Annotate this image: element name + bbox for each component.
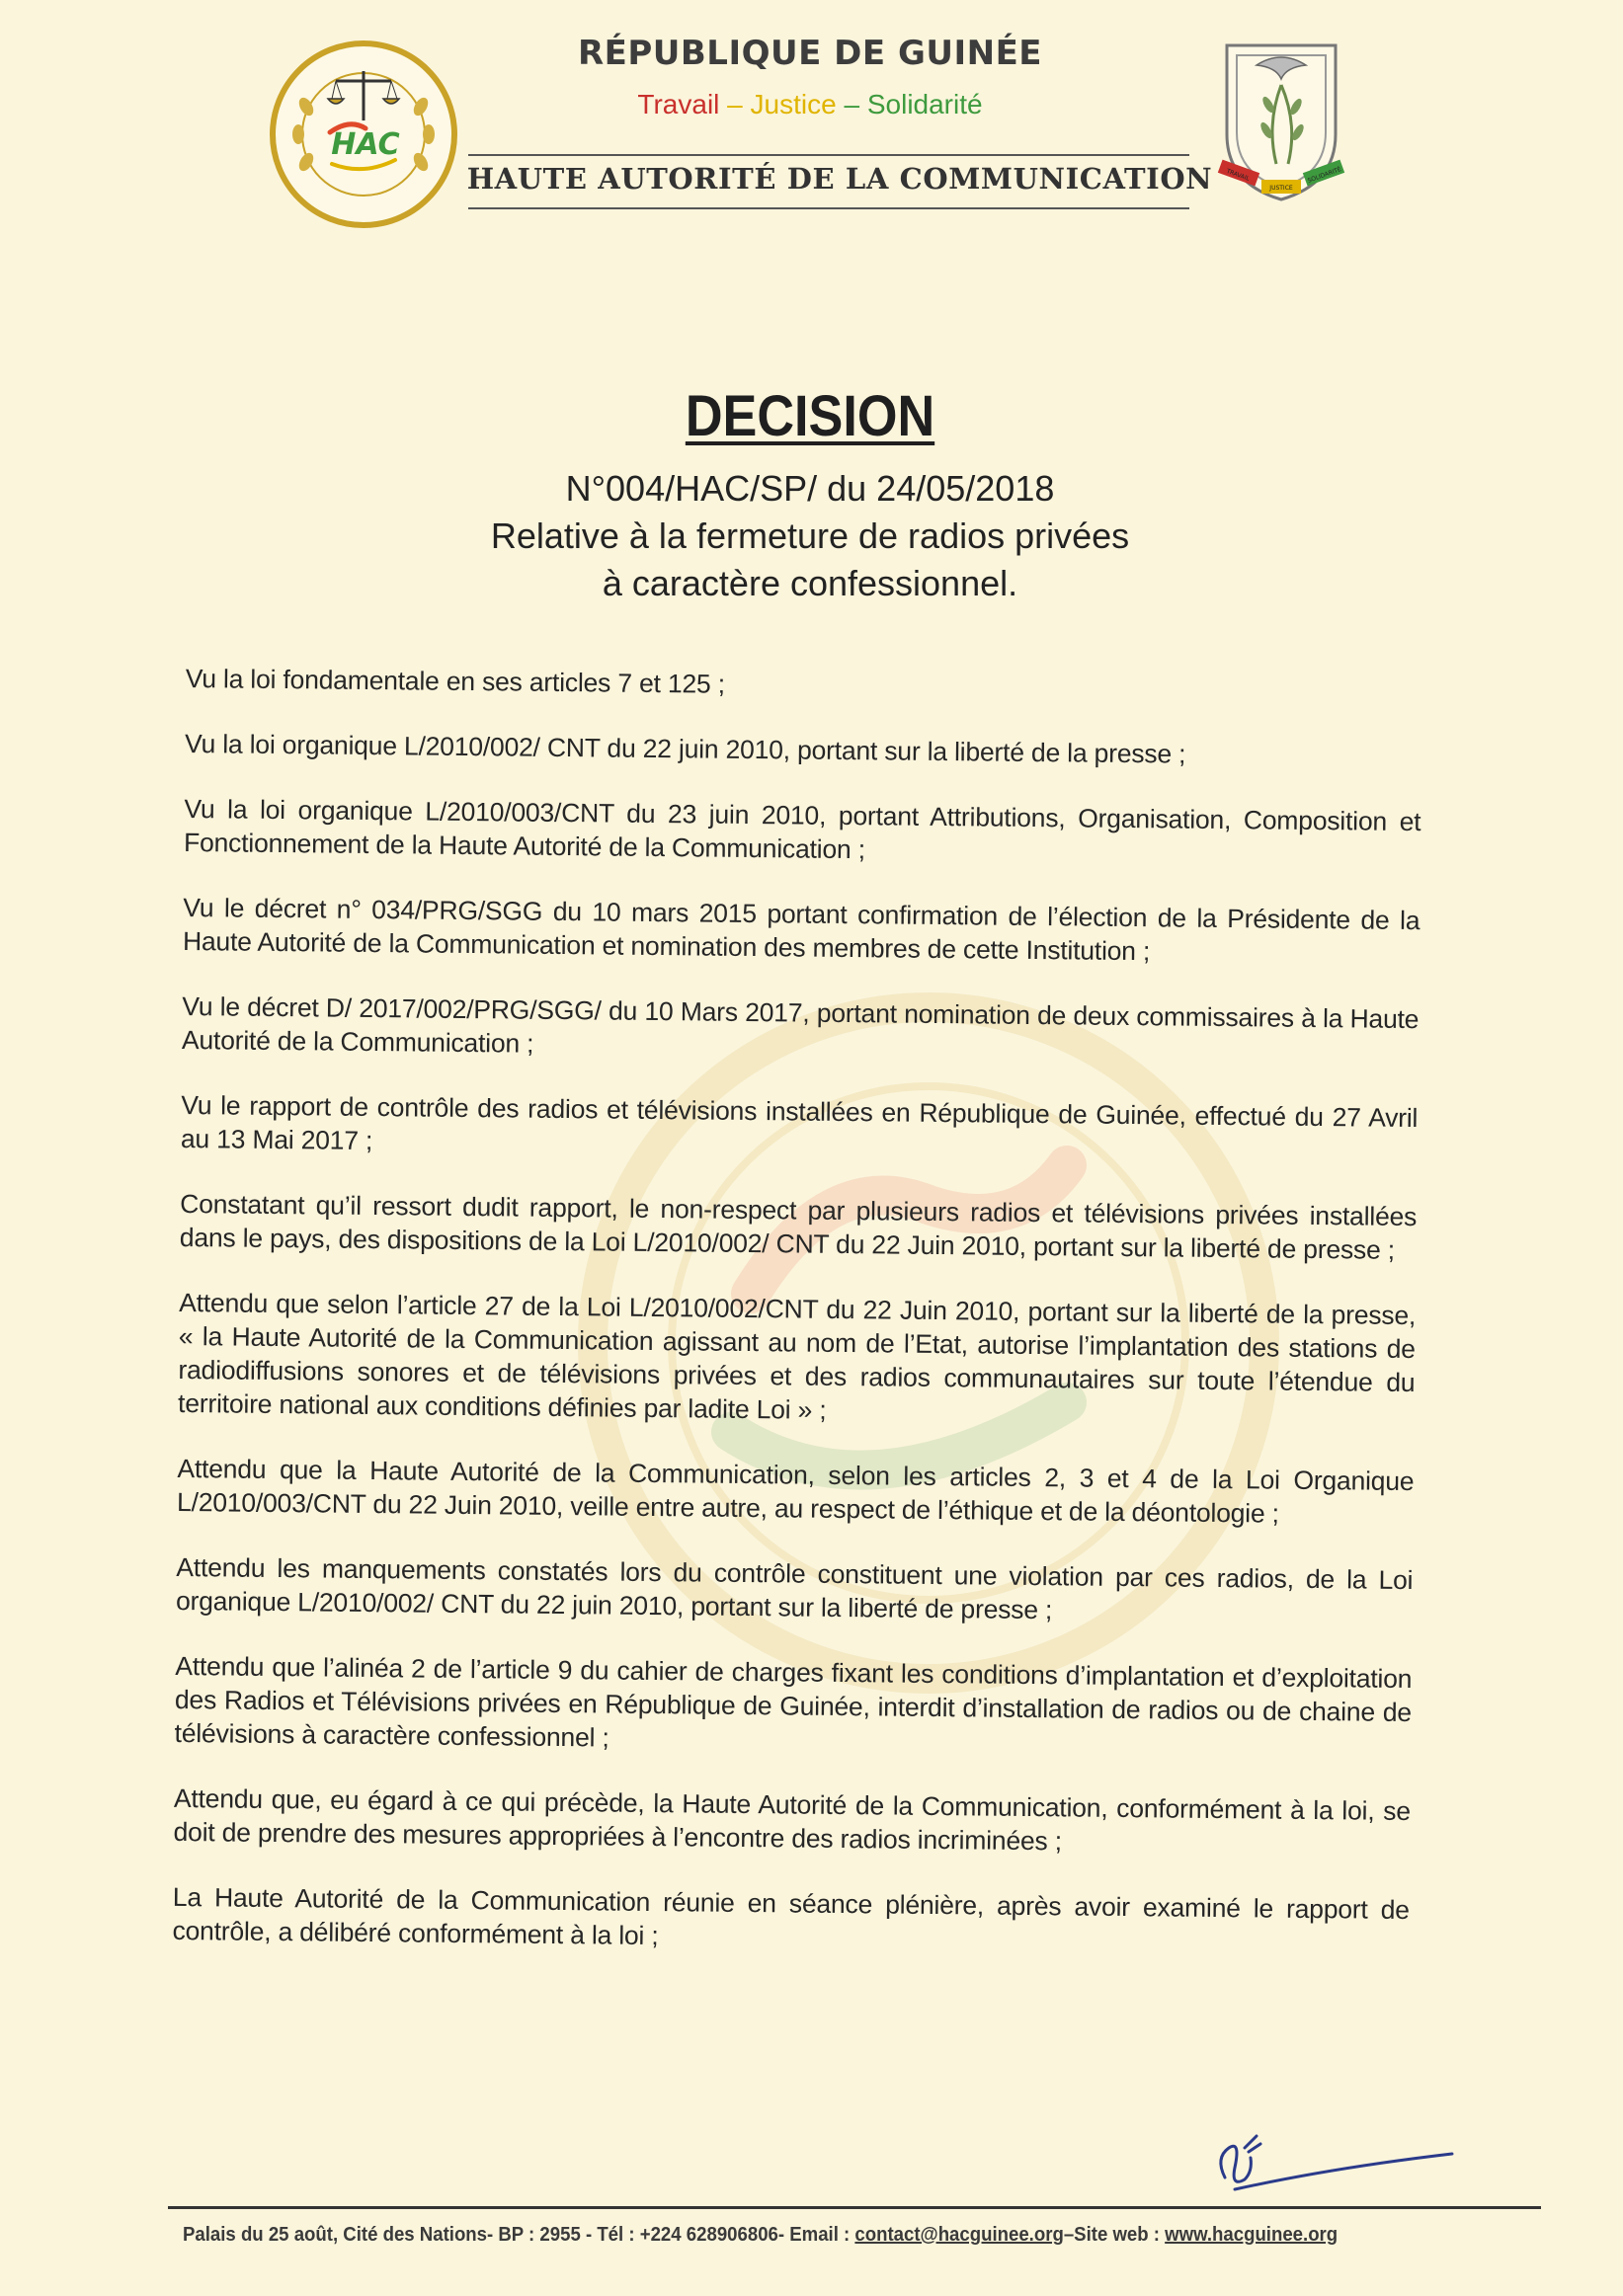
motto-separator: – xyxy=(836,89,867,119)
header-rule-top xyxy=(468,154,1189,156)
handwritten-initials-icon xyxy=(1205,2118,1462,2207)
paragraph-recital: Attendu que la Haute Autorité de la Communication, selon les articles 2, 3 et 4 de la Loi Organique L/2010/003/CNT du 22 Juin 2010, veille entre autre, au respect de l’éthique et de la déontologie ; xyxy=(176,1453,1415,1529)
hac-emblem-icon xyxy=(267,38,460,231)
footer-rule xyxy=(168,2206,1541,2209)
paragraph-recital: Vu le décret n° 034/PRG/SGG du 10 mars 2015 portant confirmation de l’élection de la Présidente de la Haute Autorité de la Communication et nomination des membres de cette Institution ; xyxy=(182,892,1420,967)
paragraph-recital: Constatant qu’il ressort dudit rapport, le non-respect par plusieurs radios et télévisions privées installées dans le pays, des dispositions de la Loi L/2010/002/ CNT du 22 Juin 2010, portant sur la liberté de presse ; xyxy=(179,1188,1418,1265)
paragraph-recital: Attendu que selon l’article 27 de la Loi L/2010/002/CNT du 22 Juin 2010, portant sur la liberté de la presse, « la Haute Autorité de la Communication agissant au nom de l’Etat, autorise l’implantation des stations de radiodiffusions sonores et de télévisions privées et des radios communautaires sur toute l’étendue du territoire national aux conditions définies par ladite Loi » ; xyxy=(177,1287,1417,1425)
svg-text:HAC: HAC xyxy=(331,127,400,162)
paragraph-recital: Vu la loi organique L/2010/002/ CNT du 22 juin 2010, portant sur la liberté de la presse ; xyxy=(184,728,1186,769)
arms-ribbon-justice: JUSTICE xyxy=(1269,185,1293,192)
arms-ribbon-solidarite: SOLIDARITÉ xyxy=(1306,165,1342,185)
footer-web-label: –Site web : xyxy=(1063,2224,1166,2246)
motto-separator: – xyxy=(719,89,751,119)
decision-title: DECISION xyxy=(685,384,935,448)
national-motto xyxy=(464,89,1156,120)
motto-solidarite: Solidarité xyxy=(866,89,983,119)
paragraph-recital: Vu la loi fondamentale en ses articles 7 et 125 ; xyxy=(185,663,726,699)
header-rule-bottom xyxy=(468,207,1189,209)
paragraph-recital: Vu le rapport de contrôle des radios et télévisions installées en République de Guinée, effectué du 27 Avril au 13 Mai 2017 ; xyxy=(180,1089,1419,1156)
footer-address: Palais du 25 août, Cité des Nations- BP : 2955 - Tél : +224 628906806- Email : xyxy=(183,2224,855,2246)
decision-subject-line-1: Relative à la fermeture de radios privées xyxy=(490,515,1130,556)
footer-website-link[interactable]: www.hacguinee.org xyxy=(1165,2224,1339,2246)
footer-contact xyxy=(183,2224,1469,2247)
decision-body xyxy=(172,662,1422,1992)
motto-travail: Travail xyxy=(637,89,720,119)
paragraph-recital: Vu la loi organique L/2010/003/CNT du 23 juin 2010, portant Attributions, Organisation, Composition et Fonctionnement de la Haute Autorité de la Communication ; xyxy=(183,793,1421,865)
decision-subject-line-2: à caractère confessionnel. xyxy=(602,563,1018,603)
letterhead xyxy=(0,0,1623,237)
paragraph-recital: Attendu que l’alinéa 2 de l’article 9 du cahier de charges fixant les conditions d’implantation et d’exploitation des Radios et Télévisions privées en République de Guinée, interdit d’installation de radios ou de chaine de télévisions à caractère confessionnel ; xyxy=(174,1650,1413,1753)
paragraph-recital: Vu le décret D/ 2017/002/PRG/SGG/ du 10 Mars 2017, portant nomination de deux commissaires à la Haute Autorité de la Communication ; xyxy=(181,990,1420,1059)
republic-title: RÉPUBLIQUE DE GUINÉE xyxy=(577,34,1043,73)
arms-ribbon-travail: TRAVAIL xyxy=(1225,167,1251,183)
motto-justice: Justice xyxy=(750,89,837,119)
footer-email-link[interactable]: contact@hacguinee.org xyxy=(854,2224,1064,2246)
guinea-coat-of-arms-icon xyxy=(1207,36,1355,205)
paragraph-recital: La Haute Autorité de la Communication réunie en séance plénière, après avoir examiné le rapport de contrôle, a délibéré conformément à la loi ; xyxy=(172,1881,1410,1951)
decision-number: N°004/HAC/SP/ du 24/05/2018 xyxy=(565,468,1055,509)
paragraph-recital: Attendu les manquements constatés lors du contrôle constituent une violation par ces radios, de la Loi organique L/2010/002/ CNT du 22 juin 2010, portant sur la liberté de presse ; xyxy=(175,1551,1414,1625)
paragraph-recital: Attendu que, eu égard à ce qui précède, la Haute Autorité de la Communication, conformément à la loi, se doit de prendre des mesures appropriées à l’encontre des radios incriminées ; xyxy=(173,1782,1412,1857)
authority-title: HAUTE AUTORITÉ DE LA COMMUNICATION xyxy=(466,162,1213,196)
decision-heading xyxy=(356,383,1264,605)
